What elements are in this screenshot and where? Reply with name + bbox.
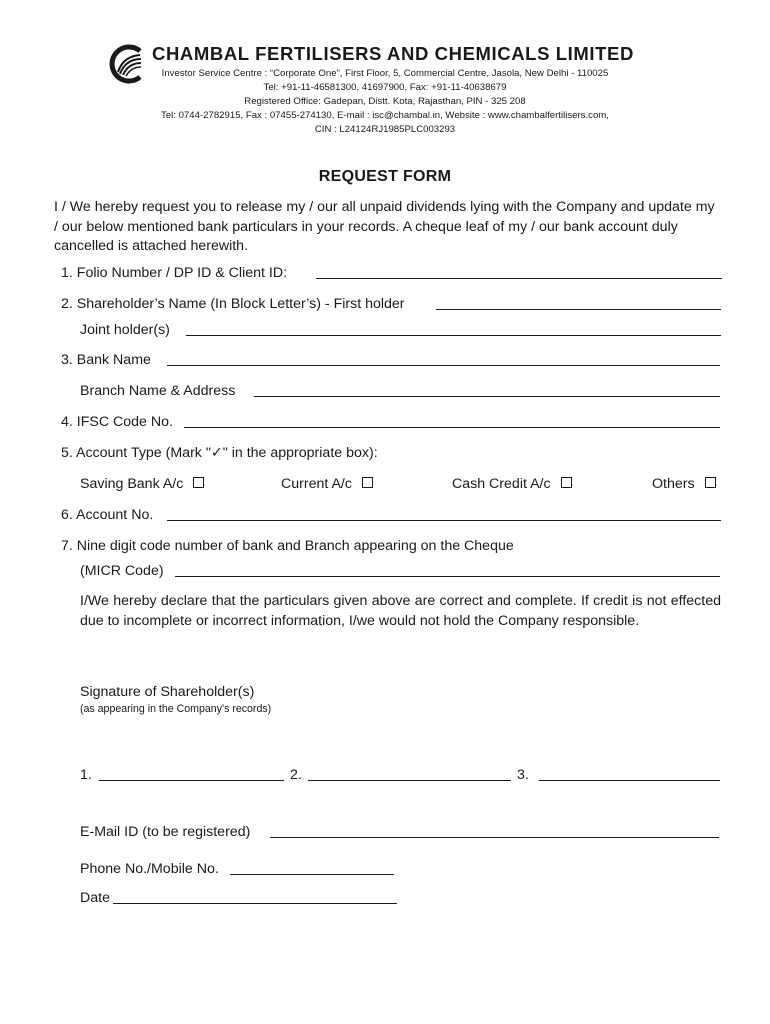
joint-holders-label: Joint holder(s) xyxy=(80,322,170,338)
ifsc-label: 4. IFSC Code No. xyxy=(61,414,173,430)
company-name: CHAMBAL FERTILISERS AND CHEMICALS LIMITED xyxy=(152,43,634,64)
option-label: Current A/c xyxy=(281,476,352,492)
signature-note: (as appearing in the Company’s records) xyxy=(80,703,272,715)
signature-slot-1-field[interactable] xyxy=(99,780,284,781)
option-saving-bank[interactable] xyxy=(80,475,204,493)
address-line: Tel: 0744-2782915, Fax : 07455-274130, E-mail : isc@chambal.in, Website : www.chambalfertilisers.com, xyxy=(161,110,609,121)
option-label: Others xyxy=(652,476,695,492)
email-label: E-Mail ID (to be registered) xyxy=(80,824,251,840)
intro-paragraph: I / We hereby request you to release my / our all unpaid dividends lying with the Company and update my / our below mentioned bank particulars in your records. A cheque leaf of my / our bank account duly cancelled is attached herewith. xyxy=(54,199,715,254)
email-field[interactable] xyxy=(270,837,719,838)
signature-slot-3-label: 3. xyxy=(517,767,529,783)
shareholder-name-field[interactable] xyxy=(436,309,721,310)
option-label: Cash Credit A/c xyxy=(452,476,551,492)
address-line: Investor Service Centre : “Corporate One”, First Floor, 5, Commercial Centre, Jasola, New Delhi - 110025 xyxy=(161,68,609,79)
address-line: Tel: +91-11-46581300, 41697900, Fax: +91-11-40638679 xyxy=(263,82,507,93)
signature-label: Signature of Shareholder(s) xyxy=(80,684,255,700)
date-field[interactable] xyxy=(113,903,397,904)
account-no-field[interactable] xyxy=(167,520,721,521)
account-type-label: 5. Account Type (Mark "✓" in the appropriate box): xyxy=(61,445,378,461)
branch-address-field[interactable] xyxy=(254,396,720,397)
declaration-paragraph: I/We hereby declare that the particulars given above are correct and complete. If credit is not effected due to incomplete or incorrect information, I/we would not hold the Company responsible. xyxy=(80,593,721,629)
branch-address-label: Branch Name & Address xyxy=(80,383,236,399)
option-label: Saving Bank A/c xyxy=(80,476,184,492)
folio-label: 1. Folio Number / DP ID & Client ID: xyxy=(61,265,288,281)
shareholder-name-label: 2. Shareholder’s Name (In Block Letter’s) - First holder xyxy=(61,296,405,312)
phone-label: Phone No./Mobile No. xyxy=(80,861,219,877)
address-line: CIN : L24124RJ1985PLC003293 xyxy=(314,124,456,135)
checkbox[interactable] xyxy=(362,477,373,488)
signature-slot-2-label: 2. xyxy=(290,767,302,783)
address-line: Registered Office: Gadepan, Distt. Kota, Rajasthan, PIN - 325 208 xyxy=(244,96,526,107)
phone-field[interactable] xyxy=(230,874,394,875)
bank-name-field[interactable] xyxy=(167,365,720,366)
signature-slot-3-field[interactable] xyxy=(539,780,720,781)
bank-name-label: 3. Bank Name xyxy=(61,352,151,368)
option-cash-credit[interactable] xyxy=(452,475,572,493)
micr-label-line2: (MICR Code) xyxy=(80,563,164,579)
form-title: REQUEST FORM xyxy=(318,168,452,185)
option-current[interactable] xyxy=(281,475,373,493)
date-label: Date xyxy=(80,890,110,906)
ifsc-field[interactable] xyxy=(184,427,720,428)
checkbox[interactable] xyxy=(193,477,204,488)
checkbox[interactable] xyxy=(705,477,716,488)
micr-field[interactable] xyxy=(175,576,720,577)
option-others[interactable] xyxy=(652,475,716,493)
folio-field[interactable] xyxy=(316,278,722,279)
signature-slot-2-field[interactable] xyxy=(308,780,511,781)
micr-label-line1: 7. Nine digit code number of bank and Branch appearing on the Cheque xyxy=(61,538,514,554)
account-no-label: 6. Account No. xyxy=(61,507,154,523)
signature-slot-1-label: 1. xyxy=(80,767,92,783)
checkbox[interactable] xyxy=(561,477,572,488)
joint-holders-field[interactable] xyxy=(186,335,721,336)
